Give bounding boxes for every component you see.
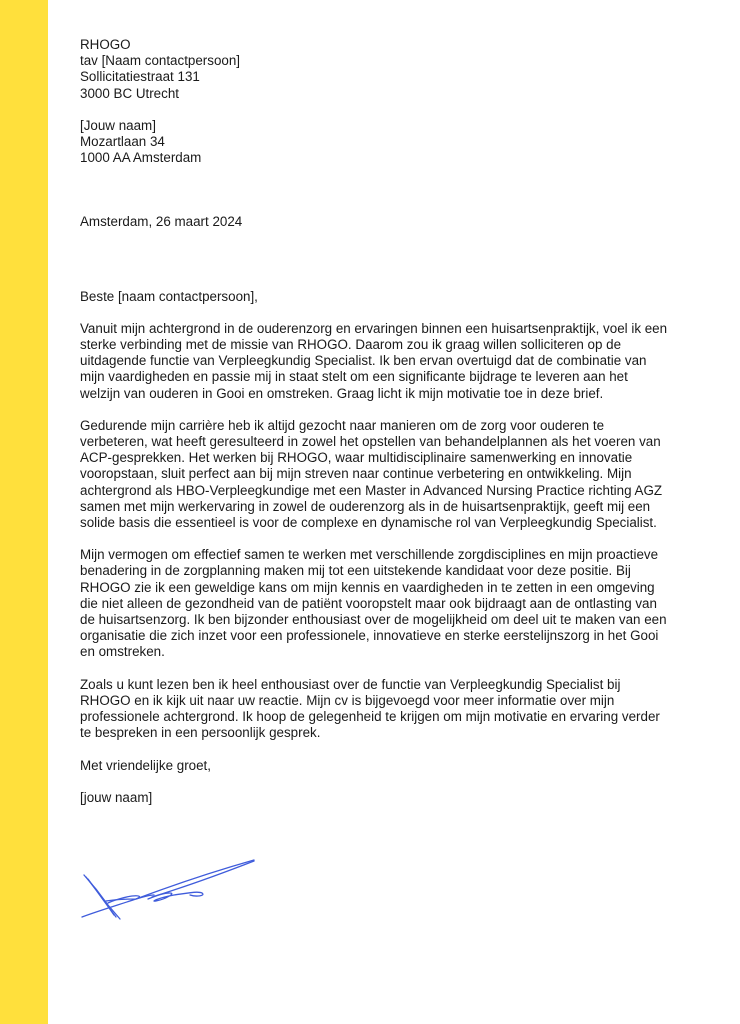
paragraph-line: ACP-gesprekken. Het werken bij RHOGO, waar multidisciplinaire samenwerking en innovatie xyxy=(80,450,633,466)
paragraph-line: samen met mijn werkervaring in zowel de ouderenzorg als in de huisartsenpraktijk, geeft mij een xyxy=(80,498,651,514)
paragraph-line: verbeteren, wat heeft geresulteerd in zowel het opstellen van behandelplannen als het voeren van xyxy=(80,434,661,450)
paragraph-line: welzijn van ouderen in Gooi en omstreken. Graag licht ik mijn motivatie toe in deze brief. xyxy=(80,385,604,401)
paragraph-line: benadering in de zorgplanning maken mij tot een uitstekende kandidaat voor deze positie. Bij xyxy=(80,563,631,579)
paragraph-line: vooropstaan, sluit perfect aan bij mijn streven naar continue verbetering en ontwikkeling. Mijn xyxy=(80,466,632,482)
paragraph-line: organisatie die zich inzet voor een professionele, innovatieve en sterke eerstelijnszorg in het Gooi xyxy=(80,628,659,644)
paragraph-line: sterke verbinding met de missie van RHOGO. Daarom zou ik graag willen solliciteren op de xyxy=(80,337,622,353)
closing-text: Met vriendelijke groet, xyxy=(80,757,211,773)
paragraph-line: en omstreken. xyxy=(80,644,165,660)
paragraph-line: achtergrond als HBO-Verpleegkundige met een Master in Advanced Nursing Practice richting AGZ xyxy=(80,482,663,498)
recipient-address xyxy=(80,37,720,102)
recipient-line: RHOGO xyxy=(80,37,131,52)
signoff-name-text: [jouw naam] xyxy=(80,789,153,805)
closing xyxy=(80,758,720,774)
paragraph-line: die niet alleen de gezondheid van de patiënt vooropstelt maar ook bijdraagt aan de ontlasting van xyxy=(80,595,657,611)
salutation-text: Beste [naam contactpersoon], xyxy=(80,288,258,304)
paragraph-line: te bespreken in een persoonlijk gesprek. xyxy=(80,725,321,741)
letter xyxy=(80,37,720,822)
sender-address xyxy=(80,118,720,167)
paragraph-line: professionele achtergrond. Ik hoop de gelegenheid te krijgen om mijn motivatie en ervaring verder xyxy=(80,709,660,725)
paragraph-line: uitdagende functie van Verpleegkundig Specialist. Ik ben ervan overtuigd dat de combinatie van xyxy=(80,353,647,369)
paragraph-line: mijn vaardigheden en passie mij in staat stelt om een significante bijdrage te leveren aan het xyxy=(80,369,628,385)
paragraph-line: RHOGO zie ik een geweldige kans om mijn kennis en vaardigheden in te zetten in een omgeving xyxy=(80,579,655,595)
sender-line: Mozartlaan 34 xyxy=(80,134,165,150)
salutation xyxy=(80,289,720,305)
sender-line: [Jouw naam] xyxy=(80,117,156,133)
paragraph-line: Mijn vermogen om effectief samen te werken met verschillende zorgdisciplines en mijn proactieve xyxy=(80,547,659,563)
signoff-name xyxy=(80,790,720,806)
paragraph-line: Gedurende mijn carrière heb ik altijd gezocht naar manieren om de zorg voor ouderen te xyxy=(80,417,605,433)
paragraph-line: Vanuit mijn achtergrond in de ouderenzorg en ervaringen binnen een huisartsenpraktijk, voel ik een xyxy=(80,320,668,336)
paragraph-line: Zoals u kunt lezen ben ik heel enthousiast over de functie van Verpleegkundig Specialist bij xyxy=(80,676,621,692)
paragraph-1 xyxy=(80,321,720,402)
sender-line: 1000 AA Amsterdam xyxy=(80,150,202,166)
recipient-line: tav [Naam contactpersoon] xyxy=(80,53,241,69)
yellow-accent-bar xyxy=(0,0,48,1024)
recipient-line: Sollicitatiestraat 131 xyxy=(80,69,200,85)
paragraph-3 xyxy=(80,547,720,660)
recipient-line: 3000 BC Utrecht xyxy=(80,85,179,101)
paragraph-line: de huisartsenzorg. Ik ben bijzonder enthousiast over de mogelijkheid om deel uit te maken van een xyxy=(80,612,667,628)
paragraph-line: RHOGO en ik kijk uit naar uw reactie. Mijn cv is bijgevoegd voor meer informatie over mijn xyxy=(80,692,615,708)
paragraph-2 xyxy=(80,418,720,531)
handwritten-signature-icon xyxy=(78,855,263,925)
letter-date: Amsterdam, 26 maart 2024 xyxy=(80,214,243,230)
paragraph-4 xyxy=(80,677,720,742)
paragraph-line: solide basis die essentieel is voor de complexe en dynamische rol van Verpleegkundig Specialist. xyxy=(80,515,657,531)
